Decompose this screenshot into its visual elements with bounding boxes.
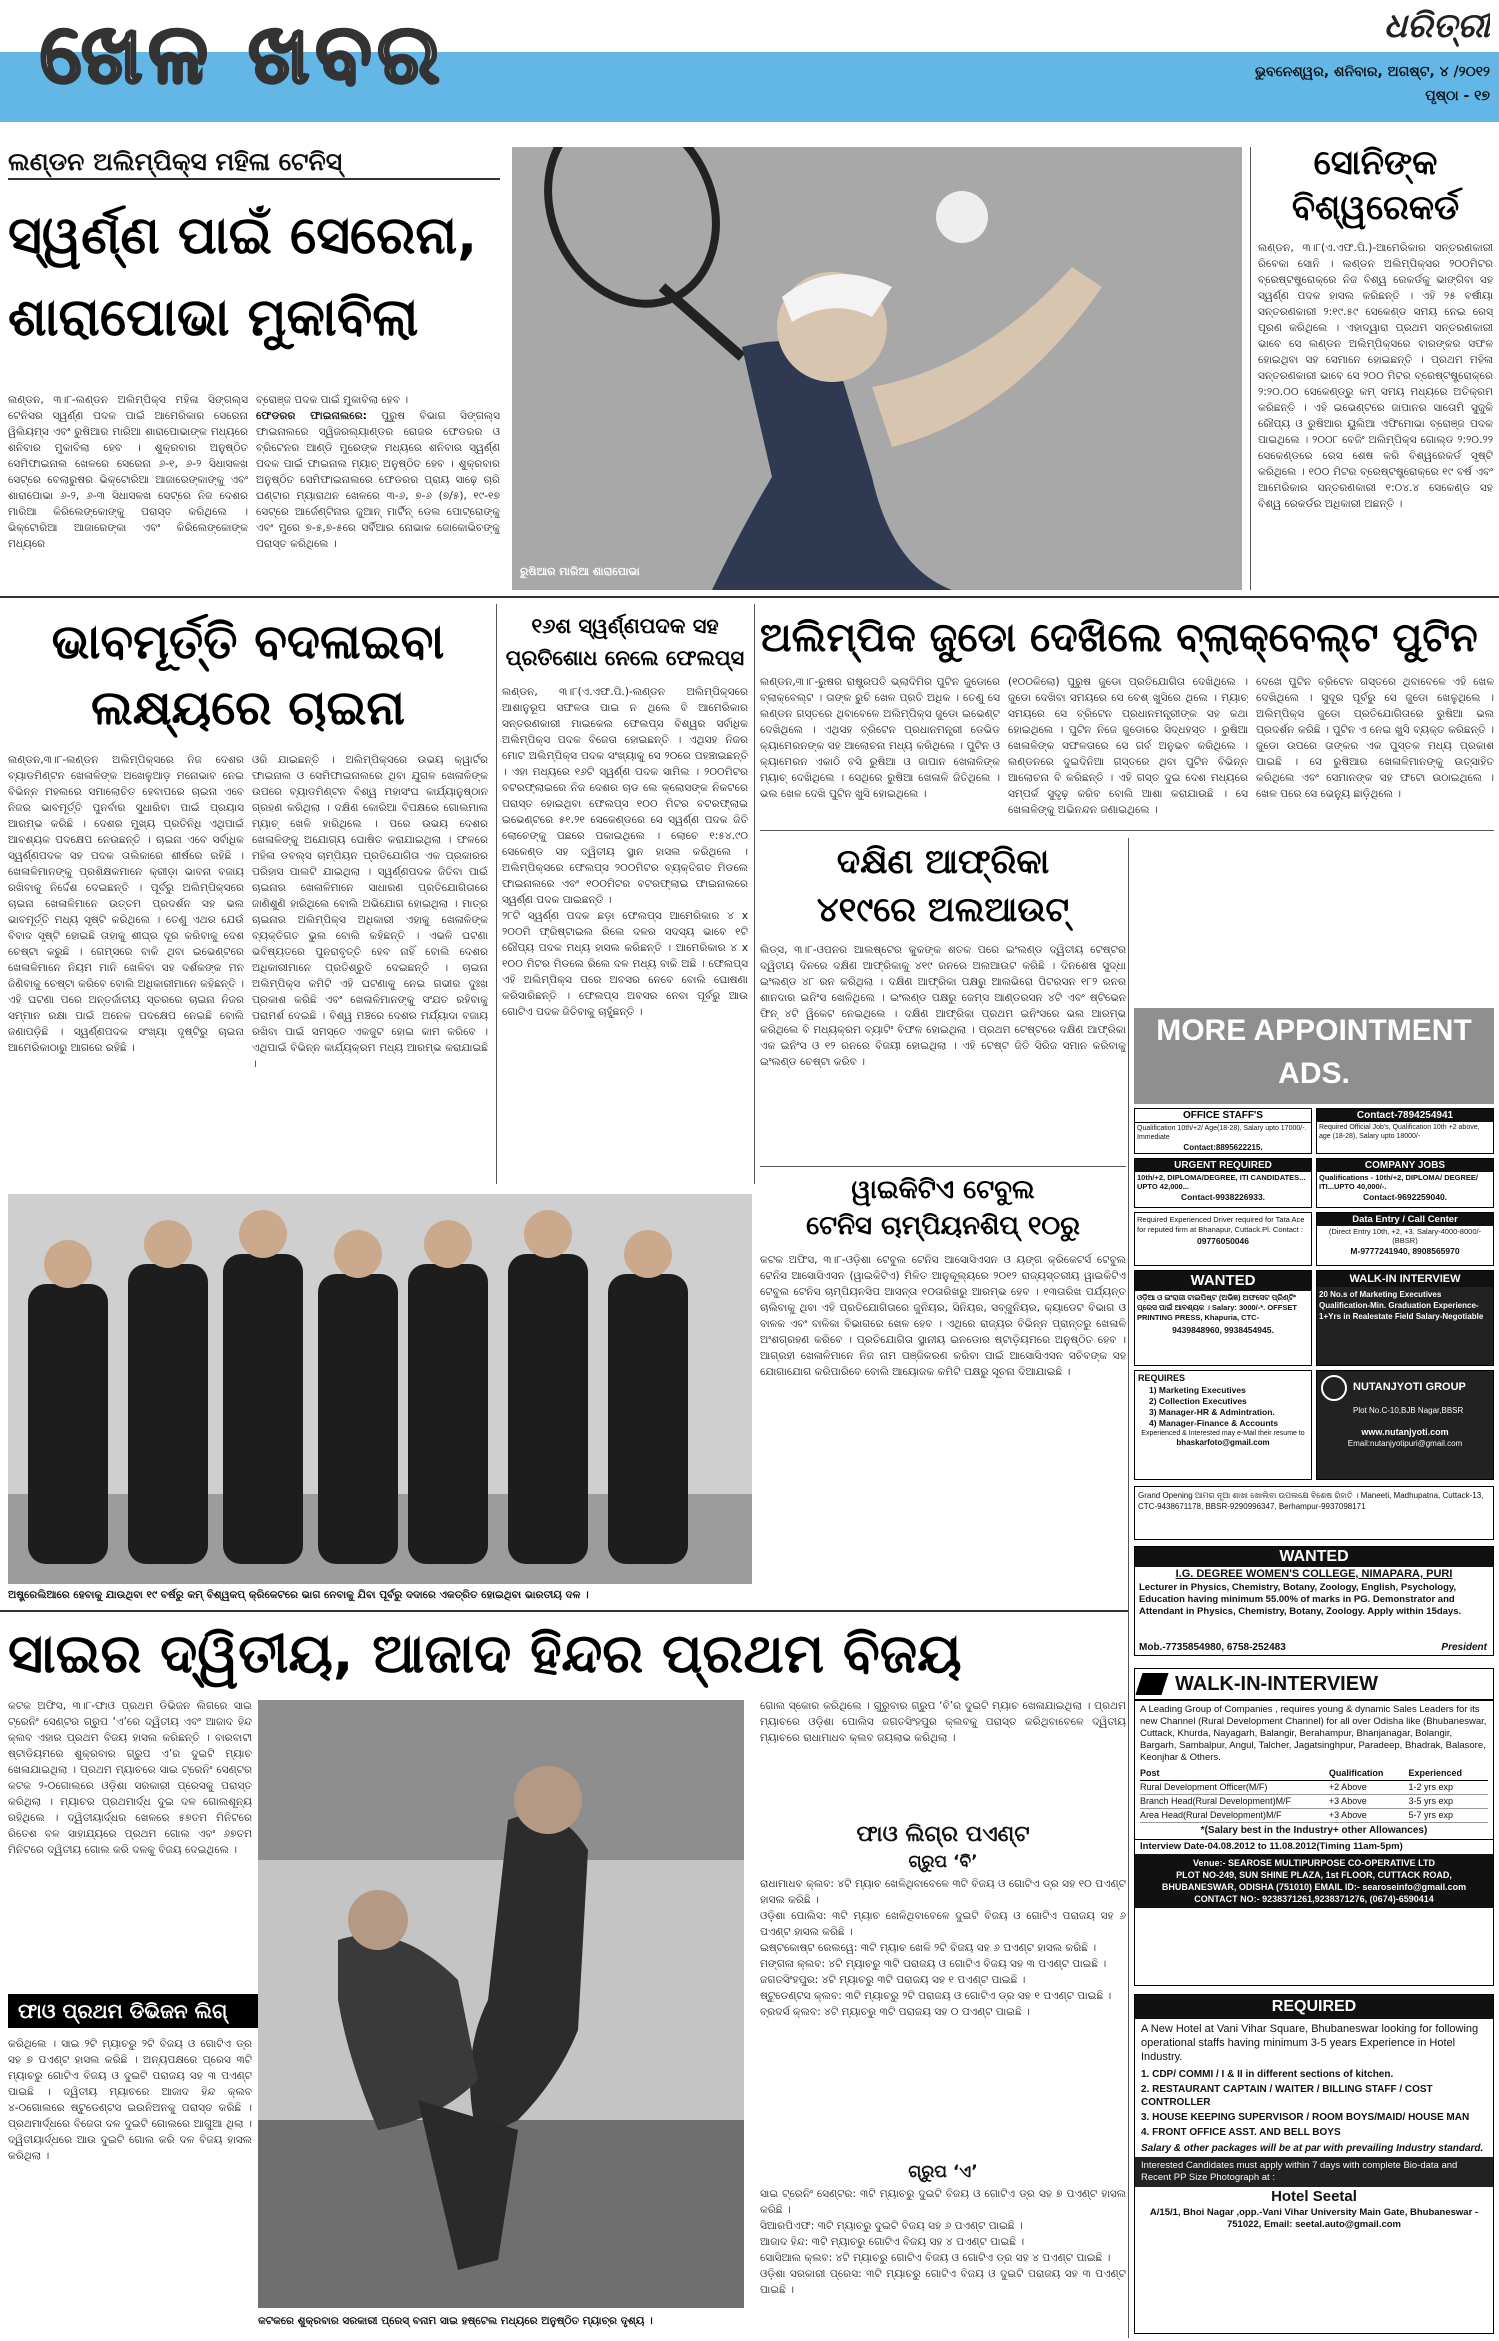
ad-urgent-title: URGENT REQUIRED bbox=[1135, 1159, 1311, 1172]
sa-body: ଲିଡ୍ସ, ୩।୮-ଓପନର ଆଲଷ୍ଟେର କୁକଙ୍କ ଶତକ ପରେ ଇଂଲଣ୍ଡ ଦ୍ୱିତୀୟ ଟେଷ୍ଟର ଦ୍ୱିତୀୟ ଦିନରେ ଦକ୍ଷିଣ ଆଫ୍ରିକାକୁ ୪୧୯ ରନରେ ଅଲଆଉଟ କରିଛି । ଦିନଶେଷ ସୁଦ୍ଧା ଇଂଲଣ୍ଡ ୪୮ ରନ କରିଥିଲା । ଦକ୍ଷିଣ ଆଫ୍ରିକା ପକ୍ଷରୁ ଆଲଭିରୋ ପିଟରସନ ୧୮୨ ରନର ଶାନଦାର ଇନିଂସ ଖେଳିଥିଲେ । ଇଂଲଣ୍ଡ ପକ୍ଷରୁ ଜେମ୍ସ ଆଣ୍ଡରସନ ୪ଟି ଏବଂ ଷ୍ଟିଭେନ ଫିନ୍ ୪ଟି ୱିକେଟ ନେଇଥିଲେ । ଦକ୍ଷିଣ ଆଫ୍ରିକା ପ୍ରଥମ ଇନିଂସରେ ଭଲ ଆରମ୍ଭ କରିଥିଲେ ବି ମଧ୍ୟକ୍ରମ ବ୍ୟାଟିଂ ବିଫଳ ହୋଇଥିଲା । ପ୍ରଥମ ଟେଷ୍ଟରେ ଦକ୍ଷିଣ ଆଫ୍ରିକା ଏକ ଇନିଂସ ଓ ୧୨ ରନରେ ବିଜୟୀ ହୋଇଥିଲା । ଏହି ଟେଷ୍ଟ ଜିତି ସିରିଜ ସମାନ କରିବାକୁ ଇଂଲଣ୍ଡ ଚେଷ୍ଟା କରିବ । bbox=[760, 944, 1126, 1068]
table-header-qualification: Qualification bbox=[1328, 1768, 1384, 1778]
ad-walkin-big-title: WALK-IN-INTERVIEW bbox=[1135, 1669, 1493, 1701]
points-title: ଫାଓ ଲିଗ୍‌ର ପଏଣ୍ଟ bbox=[856, 1822, 1030, 1847]
ad-requires-item: 3) Manager-HR & Admintration. bbox=[1149, 1407, 1275, 1417]
group-b-line: ବ୍ରଦର୍ସ କ୍ଲବ: ୪ଟି ମ୍ୟାଚରୁ ୩ଟି ପରାଜୟ ସହ ୦ ପଏଣ୍ଟ ପାଇଛି । bbox=[760, 2006, 1030, 2018]
ad-wanted-college-body: Lecturer in Physics, Chemistry, Botany, Zoology, English, Psychology, Education having minimum 55.00% of marks in PG. Demonstrator and Attendant in Physics, Chemistry, Botany, Zoology. Apply within 15days. bbox=[1139, 1582, 1462, 1617]
ad-wanted-college-sign: President bbox=[1441, 1642, 1487, 1653]
ad-nutanjyoti-web: www.nutanjyoti.com bbox=[1361, 1427, 1449, 1437]
cricket-team-photo bbox=[8, 1194, 752, 1584]
putin-body-col3: ଦେଖେ ପୁଟିନ ବ୍ରିଟେନ ଗସ୍ତରେ ଥିବାବେଳେ ଏହି ଖେଳ ଦେଖିଥିଲେ । ସୁଦୂର ପୂର୍ବରୁ ସେ ଜୁଡୋ ଖେଳୁଥିଲେ । ଅଲିମ୍ପିକ୍ସ ଜୁଡୋ ପ୍ରତିଯୋଗିତାରେ ରୁଷିଆ ଭଲ ପ୍ରଦର୍ଶନ କରିଛି । ପୁଟିନ ଏ ନେଇ ଖୁସି ବ୍ୟକ୍ତ କରିଛନ୍ତି । ଜୁଡୋ ଉପରେ ତାଙ୍କର ଏକ ପୁସ୍ତକ ମଧ୍ୟ ପ୍ରକାଶ ପାଇଛି । ସେ ରୁଷିଆର ଖେଳାଳିମାନଙ୍କୁ ଉତ୍ସାହିତ କରିଥିଲେ ଏବଂ ସେମାନଙ୍କ ସହ ଫଟୋ ଉଠାଇଥିଲେ । ଖେଳ ପରେ ସେ ଭେନ୍ୟୁ ଛାଡ଼ିଥିଲେ । bbox=[1256, 676, 1494, 800]
page-number: ପୃଷ୍ଠା - ୧୭ bbox=[1425, 88, 1490, 104]
table-cell: Branch Head(Rural Development)M/F bbox=[1140, 1796, 1292, 1806]
tennis-headline-1: ସ୍ୱର୍ଣ୍ଣ ପାଇଁ ସେରେନା, bbox=[8, 206, 477, 266]
ad-walkin-big bbox=[1134, 1668, 1494, 1986]
ad-walkin-table-header bbox=[1140, 1767, 1488, 1781]
ad-wanted-typist bbox=[1134, 1270, 1312, 1366]
ads-banner-line2: ADS. bbox=[1278, 1057, 1350, 1090]
ad-nutanjyoti-title: NUTANJYOTI GROUP bbox=[1353, 1381, 1466, 1393]
group-b-line: ଷ୍ଟୁଡେଣ୍ଟସ କ୍ଲବ: ୩ଟି ମ୍ୟାଚରୁ ୨ଟି ପରାଜୟ ଓ ଗୋଟିଏ ଡ୍ର ସହ ୧ ପଏଣ୍ଟ ପାଇଛି । bbox=[760, 1990, 1112, 2002]
sony-headline-2: ବିଶ୍ୱରେକର୍ଡ bbox=[1291, 188, 1460, 228]
ad-hotel-title: REQUIRED bbox=[1135, 1995, 1493, 2019]
cricket-photo-caption: ଅଷ୍ଟ୍ରେଲିଆରେ ହେବାକୁ ଯାଉଥିବା ୧୯ ବର୍ଷରୁ କମ୍ ବିଶ୍ୱକପ୍ କ୍ରିକେଟରେ ଭାଗ ନେବାକୁ ଯିବା ପୂର୍ବରୁ ଦଦାରେ ଏକତ୍ରିତ ହୋଇଥିବା ଭାରତୀୟ ଦଳ । bbox=[8, 1589, 589, 1601]
sharapova-photo-caption: ରୁଷିଆର ମାରିଆ ଶାରାପୋଭା bbox=[520, 565, 640, 578]
group-b-line: ଓଡ଼ିଶା ପୋଲିସ: ୩ଟି ମ୍ୟାଚ ଖେଳିଥିବାବେଳେ ଦୁଇଟି ବିଜୟ ଓ ଗୋଟିଏ ପରାଜୟ ସହ ୬ ପଏଣ୍ଟ ହାସଲ କରିଛି । bbox=[760, 1910, 1126, 1938]
ad-driver-contact: 09776050046 bbox=[1196, 1236, 1249, 1246]
ad-walkin-small bbox=[1316, 1270, 1494, 1366]
ad-walkin-big-date: Interview Date-04.08.2012 to 11.08.2012(Timing 11am-5pm) bbox=[1135, 1839, 1493, 1854]
tennis-col2-b: ପୁରୁଷ ବିଭାଗ ସିଙ୍ଗଲ୍ସ ଫାଇନାଲରେ ସ୍ୱିଜରଲ୍ୟାଣ୍ଡର ରୋଜର ଫେଡରର ଓ ବ୍ରିଟେନର ଆଣ୍ଡି ମୁରେଙ୍କ ମଧ୍ୟରେ ଶନିବାର ସ୍ୱର୍ଣ୍ଣ ପଦକ ପାଇଁ ଫାଇନାଲ ମ୍ୟାଚ୍ ଅନୁଷ୍ଠିତ ହେବ । ଶୁକ୍ରବାର ଅନୁଷ୍ଠିତ ସେମିଫାଇନାଲରେ ଫେଡରର ପ୍ରାୟ ସାଢ଼େ ଚାରି ଘଣ୍ଟାର ମ୍ୟାରାଥନ ଖେଳରେ ୩-୬, ୭-୬ (୭/୫), ୧୯-୧୭ ସେଟ୍‌ରେ ଆର୍ଜେଣ୍ଟିନାର ଜୁଆନ୍ ମାର୍ଟିନ୍ ଡେଲ ପୋଟ୍ରୋଙ୍କୁ ଏବଂ ମୁରେ ୭-୫,୭-୫ରେ ସର୍ବିଆର ନୋଭାକ ଜୋକୋଭିଚଙ୍କୁ ପରାସ୍ତ କରିଥିଲେ । bbox=[256, 410, 500, 550]
ad-hotel-item: 4. FRONT OFFICE ASST. AND BELL BOYS bbox=[1141, 2127, 1341, 2138]
china-headline-2: ଲକ୍ଷ୍ୟରେ ଚାଇନା bbox=[90, 680, 406, 736]
ad-wanted-typist-title: WANTED bbox=[1135, 1271, 1311, 1291]
table-cell: +3 Above bbox=[1328, 1796, 1367, 1806]
ad-hotel-intro: A New Hotel at Vani Vihar Square, Bhubaneswar looking for following operational staffs having minimum 3-5 years Experience in Hotel Industry. bbox=[1141, 2023, 1479, 2063]
ad-hotel-item: 2. RESTAURANT CAPTAIN / WAITER / BILLING STAFF / COST CONTROLLER bbox=[1141, 2084, 1433, 2108]
group-a-list bbox=[760, 2186, 1126, 2336]
table-row bbox=[1140, 1781, 1488, 1795]
divider-sa-tt bbox=[760, 1166, 1126, 1167]
ad-data-entry-title: Data Entry / Call Center bbox=[1317, 1213, 1493, 1226]
ad-hotel-salary: Salary & other packages will be at par with prevailing Industry standard. bbox=[1141, 2143, 1484, 2154]
football-body-col1: କଟକ ଅଫିସ, ୩।୮-ଫାଓ ପ୍ରଥମ ଡିଭିଜନ ଲିଗରେ ସାଇ ଟ୍ରେନିଂ ସେଣ୍ଟର ଗ୍ରୁପ ‘ଏ’ରେ ଦ୍ୱିତୀୟ ଏବଂ ଆଜାଦ ହିନ୍ଦ କ୍ଲବ ଏହାର ପ୍ରଥମ ବିଜୟ ହାସଲ କରିଛନ୍ତି । ବାରବାଟୀ ଷ୍ଟାଡିୟମରେ ଶୁକ୍ରବାର ଗ୍ରୁପ ଏ’ର ଦୁଇଟି ମ୍ୟାଚ ଖେଳାଯାଇଥିଲା । ପ୍ରଥମ ମ୍ୟାଚରେ ସାଇ ଟ୍ରେନିଂ ସେଣ୍ଟର କଟକ ୨-୦ଗୋଲରେ ଓଡ଼ିଶା ସରକାରୀ ପ୍ରେସକୁ ପରାସ୍ତ କରିଥିଲା । ମ୍ୟାଚର ପ୍ରଥମାର୍ଦ୍ଧ ଦୁଇ ଦଳ ଗୋଲଶୂନ୍ୟ ରହିଥିଲେ । ଦ୍ୱିତୀୟାର୍ଦ୍ଧର ଖେଳରେ ୫୭ତମ ମିନିଟରେ ରିତେଶ ବଳ ସାହାଯ୍ୟରେ ପ୍ରଥମ ଗୋଲ ଏବଂ ୬୭ତମ ମିନିଟରେ ଦ୍ୱିତୀୟ ଗୋଲ କରି ଦଳକୁ ବିଜୟ ଦେଇଥିଲେ । bbox=[8, 1700, 252, 1856]
federer-subhead: ଫେଡରର ଫାଇନାଲରେ: bbox=[256, 410, 367, 422]
tt-body: କଟକ ଅଫିସ, ୩।୮-ଓଡ଼ିଶା ଟେବୁଲ ଟେନିସ ଆସୋସିଏସନ ଓ ୟଙ୍ଗ କ୍ରିକେଟର୍ସ ଟେବୁଲ ଟେନିସ ଆସୋସିଏସନ (ୱାଇକିଟିଏ) ମିଳିତ ଆନୁକୂଲ୍ୟରେ ୨୦୧୨ ରାଜ୍ୟସ୍ତରୀୟ ୱାଇକିଟିଏ ଟେବୁଲ ଟେନିସ ଚାମ୍ପିୟନସିପ ଆସନ୍ତା ୧୦ତାରିଖରୁ ଆରମ୍ଭ ହେବ । ୧୩ତାରିଖ ପର୍ଯ୍ୟନ୍ତ ଚାଲିବାକୁ ଥିବା ଏହି ପ୍ରତିଯୋଗିତାରେ ଜୁନିୟର, ସିନିୟର, ସବ୍‌ଜୁନିୟର, କ୍ୟାଡେଟ ବିଭାଗ ଓ ବାଳକ ଏବଂ ବାଳିକା ବିଭାଗରେ ଖେଳ ହେବ । ଏଥିରେ ରାଜ୍ୟର ବିଭିନ୍ନ ପ୍ରାନ୍ତରୁ ଖେଳାଳି ଅଂଶଗ୍ରହଣ କରିବେ । ପ୍ରତିଯୋଗିତା ସ୍ଥାନୀୟ ଇନଡୋର ଷ୍ଟାଡ଼ିୟମରେ ଅନୁଷ୍ଠିତ ହେବ । ଆଗ୍ରହୀ ଖେଳାଳିମାନେ ନିଜ ନାମ ପଞ୍ଜିକରଣ କରିବା ପାଇଁ ଆସୋସିଏସନ ସଚିବଙ୍କ ସହ ଯୋଗାଯୋଗ କରିପାରିବେ ବୋଲି ଆୟୋଜକ କମିଟି ପକ୍ଷରୁ ସୂଚନା ଦିଆଯାଇଛି । bbox=[760, 1254, 1126, 1378]
group-a-title: ଗ୍ରୁପ ‘ଏ’ bbox=[908, 2162, 978, 2182]
ad-requires-email: bhaskarfoto@gmail.com bbox=[1176, 1438, 1270, 1447]
ad-walkin-big-contact: CONTACT NO:- 9238371261,9238371276, (0674)-6590414 bbox=[1194, 1894, 1434, 1904]
ad-urgent-contact: Contact-9938226933. bbox=[1180, 1192, 1266, 1202]
cricket-team-illustration bbox=[8, 1194, 752, 1584]
sharapova-photo bbox=[512, 147, 1242, 590]
ad-data-entry bbox=[1316, 1212, 1494, 1266]
ad-walkin-small-body: 20 No.s of Marketing Executives Qualification-Min. Graduation Experience-1+Yrs in Realestate Field Salary-Negotiable bbox=[1317, 1287, 1493, 1365]
tennis-body-col1: ଲଣ୍ଡନ, ୩।୮-ଲଣ୍ଡନ ଅଲିମ୍ପିକ୍ସ ମହିଳା ସିଙ୍ଗଲ୍ସ ଟେନିସର ସ୍ୱର୍ଣ୍ଣ ପଦକ ପାଇଁ ଆମେରିକାର ସେରେନା ୱିଲିୟମ୍ସ ଏବଂ ରୁଷିଆର ମାରିଆ ଶାରାପୋଭାଙ୍କ ମଧ୍ୟରେ ଶନିବାର ମୁକାବିଲା ହେବ । ଶୁକ୍ରବାର ଅନୁଷ୍ଠିତ ସେମିଫାଇନାଲ ଖେଳରେ ସେରେନା ୬-୧, ୬-୨ ସିଧାସଳଖ ସେଟ୍‌ରେ ବେଲାରୁଷର ଭିକ୍ଟୋରିଆ ଆଜାରେଙ୍କାଙ୍କୁ ଏବଂ ଶାରାପୋଭା ୬-୨, ୬-୩ ସିଧାସଳଖ ସେଟ୍‌ରେ ନିଜ ଦେଶର ମାରିଆ କିରିଲେଙ୍କୋଙ୍କୁ ପରାସ୍ତ କରିଥିଲେ । ଭିକ୍ଟୋରିଆ ଆଜାରେଙ୍କା ଏବଂ କିରିଲେଙ୍କୋଙ୍କ ମଧ୍ୟରେ bbox=[8, 394, 248, 550]
tennis-col2-a: ବ୍ରୋଞ୍ଜ ପଦକ ପାଇଁ ମୁକାବିଲା ହେବ । bbox=[256, 394, 409, 406]
ad-hotel-item: 1. CDP/ COMMI / I & II in different sections of kitchen. bbox=[1141, 2069, 1394, 2080]
group-a-line: ସିଆରପିଏଫ: ୩ଟି ମ୍ୟାଚରୁ ଦୁଇଟି ବିଜୟ ସହ ୬ ପଏଣ୍ଟ ପାଇଛି । bbox=[760, 2220, 1023, 2232]
football-body-col2: ଗୋଲ ସ୍କୋର କରିଥିଲେ । ଗୁରୁବାର ଗ୍ରୁପ ‘ବି’ର ଦୁଇଟି ମ୍ୟାଚ ଖେଳାଯାଇଥିଲା । ପ୍ରଥମ ମ୍ୟାଚରେ ଓଡ଼ିଶା ପୋଲିସ ଜଗତସିଂହପୁର କ୍ଲବକୁ ପରାସ୍ତ କରିଥିବାବେଳେ ଦ୍ୱିତୀୟ ମ୍ୟାଚରେ ରାଧାମାଧବ କ୍ଲବ ଜୟଲାଭ କରିଥିଲା । bbox=[760, 1700, 1126, 1744]
ad-data-entry-body: (Direct Entry 10th, +2, +3. Salary-4000-8000/- (BBSR) bbox=[1328, 1227, 1482, 1245]
sharapova-illustration bbox=[512, 147, 1242, 590]
group-a-line: ଓଡ଼ିଶା ସରକାରୀ ପ୍ରେସ: ୩ଟି ମ୍ୟାଚରୁ ଗୋଟିଏ ବିଜୟ ଓ ଦୁଇଟି ପରାଜୟ ସହ ୩ ପଏଣ୍ଟ ପାଇଛି । bbox=[760, 2268, 1126, 2296]
ad-company-jobs-contact: Contact-9692259040. bbox=[1362, 1192, 1448, 1202]
football-photo-caption: କଟକରେ ଶୁକ୍ରବାର ସରକାରୀ ପ୍ରେସ୍ ବନାମ ସାଇ ହଷ୍ଟେଲ ମଧ୍ୟରେ ଅନୁଷ୍ଠିତ ମ୍ୟାଚ୍‌ର ଦୃଶ୍ୟ । bbox=[258, 2315, 653, 2327]
league-box: ଫାଓ ପ୍ରଥମ ଡିଭିଜନ ଲିଗ୍ bbox=[8, 1994, 328, 2028]
ads-banner-line1: MORE APPOINTMENT bbox=[1156, 1014, 1472, 1047]
ad-wanted-college bbox=[1134, 1546, 1494, 1656]
dateline: ଭୁବନେଶ୍ୱର, ଶନିବାର, ଅଗଷ୍ଟ, ୪ /୨୦୧୨ bbox=[1255, 64, 1490, 80]
masthead bbox=[0, 0, 1499, 122]
table-cell: 1-2 yrs exp bbox=[1408, 1782, 1453, 1792]
ad-wanted-typist-contact: 9439848960, 9938454945. bbox=[1172, 1325, 1274, 1335]
table-row bbox=[1140, 1809, 1488, 1823]
sa-headline-1: ଦକ୍ଷିଣ ଆଫ୍ରିକା bbox=[836, 842, 1050, 882]
ad-office-staff bbox=[1134, 1108, 1312, 1154]
ad-walkin-big-venue-block bbox=[1135, 1854, 1493, 1908]
ad-office-staff-contact: Contact:8895622215. bbox=[1183, 1143, 1263, 1152]
divider-phelps-putin bbox=[754, 604, 755, 1184]
group-a-line: ସୋସିଆଲ କ୍ଲବ: ୪ଟି ମ୍ୟାଚରୁ ଗୋଟିଏ ବିଜୟ ଓ ଗୋଟିଏ ଡ୍ର ସହ ୪ ପଏଣ୍ଟ ପାଇଛି । bbox=[760, 2252, 1111, 2264]
sony-headline-1: ସୋନିଙ୍କ bbox=[1313, 143, 1438, 183]
divider-row1 bbox=[0, 596, 1499, 598]
putin-body-col2: (୧୦୦କିଲୋ) ପୁରୁଷ ଜୁଡୋ ପ୍ରତିଯୋଗିତା ଦେଖିଥିଲେ । ଜୁଡୋ ଦେଖିବା ସମୟରେ ସେ ବେଶ୍ ଖୁସିରେ ଥିଲେ । ମ୍ୟାଚ୍ ସମୟରେ ସେ ବ୍ରିଟେନ ପ୍ରଧାନମନ୍ତ୍ରୀଙ୍କ ସହ କଥା ହୋଇଥିଲେ । ପୁଟିନ ନିଜେ ଜୁଡୋରେ ସିଦ୍ଧହସ୍ତ । ରୁଷିଆ ଖେଳାଳିଙ୍କ ସଫଳତାରେ ସେ ଗର୍ବ ଅନୁଭବ କରିଥିଲେ । ଲଣ୍ଡନରେ ଦୁଇଦିନିଆ ଗସ୍ତରେ ଥିବା ପୁଟିନ ବିଭିନ୍ନ ଆଲୋଚନା ବି କରିଛନ୍ତି । ଏହି ଗସ୍ତ ଦୁଇ ଦେଶ ମଧ୍ୟରେ ସମ୍ପର୍କ ସୁଦୃଢ଼ କରିବ ବୋଲି ଆଶା କରାଯାଉଛି । ସେ ଖେଳାଳିଙ୍କୁ ଅଭିନନ୍ଦନ ଜଣାଇଥିଲେ । bbox=[1008, 676, 1248, 816]
ad-walkin-big-intro: A Leading Group of Companies , requires young & dynamic Sales Leaders for its new Channel (Rural Development Channel) for all over Odisha like (Bhubaneswar, Cuttack, Khurda, Nayagarh, Balangir, Berahampur, Bhanjanagar, Bolangir, Bargarh, Sambalpur, Angul, Talcher, Jagatsinghpur, Paradeep, Bhadrak, Balasore, Keonjhar & Others. bbox=[1140, 1704, 1487, 1763]
table-cell: 5-7 yrs exp bbox=[1408, 1810, 1453, 1820]
tt-headline-2: ଟେନିସ ଚାମ୍ପିୟନଶିପ୍ ୧୦ରୁ bbox=[806, 1211, 1080, 1241]
phelps-body: ଲଣ୍ଡନ, ୩।୮(ଏ.ଏଫ.ପି.)-ଲଣ୍ଡନ ଅଲିମ୍ପିକ୍ସରେ ଆଶାନୁରୂପ ସଫଳତା ପାଇ ନ ଥିଲେ ବି ଆମେରିକାର ସନ୍ତରଣକାରୀ ମାଇକେଲ ଫେଲପ୍ସ ବିଶ୍ୱର ସର୍ବାଧିକ ଅଲିମ୍ପିକ୍ସ ପଦକ ବିଜେତା ହୋଇଛନ୍ତି । ଏଥିସହ ନିଜର ମୋଟ ଅଲିମ୍ପିକ୍ସ ପଦକ ସଂଖ୍ୟାକୁ ସେ ୨୦ରେ ପହଞ୍ଚାଇଛନ୍ତି । ଏହା ମଧ୍ୟରେ ୧୬ଟି ସ୍ୱର୍ଣ୍ଣ ପଦକ ସାମିଲ । ୨୦୦ମିଟର ବଟରଫ୍ଲାଇରେ ନିଜ ଦେଶର ଚାଡ ଲେ କ୍ଲୋସଙ୍କ ନିକଟରେ ପରାସ୍ତ ହୋଇଥିବା ଫେଲପ୍ସ ୧୦୦ ମିଟର ବଟରଫ୍ଲାଇ ଇଭେଣ୍ଟରେ ୫୧.୨୧ ସେକେଣ୍ଡରେ ସେ ସ୍ୱର୍ଣ୍ଣ ପଦକ ଜିତି ଲୋଚେଙ୍କୁ ପଛରେ ପକାଇଥିଲେ । ଲୋଚେ ୧:୫୪.୯୦ ସେକେଣ୍ଡ ସହ ଦ୍ୱିତୀୟ ସ୍ଥାନ ହାସଲ କରିଥିଲେ । ଅଲିମ୍ପିକ୍ସରେ ଫେଲପ୍ସ ୨୦୦ମିଟର ବ୍ୟକ୍ତିଗତ ମିଡଲେ ଫାଇନାଲରେ ଏବଂ ୧୦୦ମିଟର ବଟରଫ୍ଲାଇ ଫାଇନାଲରେ ସ୍ୱର୍ଣ୍ଣ ପଦକ ପାଇଛନ୍ତି । ୨୮ଟି ସ୍ୱର୍ଣ୍ଣ ପଦକ ଛଡ଼ା ଫେଲପ୍ସ ଆମେରିକାର ୪ x ୨୦୦ମି ଫ୍ରିଷ୍ଟାଇଲ ରିଲେ ଦଳର ସଦସ୍ୟ ଭାବେ ୧ଟି ରୌପ୍ୟ ପଦକ ମଧ୍ୟ ହାସଲ କରିଛନ୍ତି । ଆମେରିକାର ୪ x ୧୦୦ ମିଟର ମିଡଲେ ରିଲେ ଦଳ ମଧ୍ୟ ବାକି ଅଛି । ଫେଲପ୍ସ ଏହି ଅଲିମ୍ପିକ୍ସ ପରେ ଅବସର ନେବେ ବୋଲି ଘୋଷଣା କରିସାରିଛନ୍ତି । ଫେଲପ୍ସ ଅବସର ନେବା ପୂର୍ବରୁ ଆଉ ଗୋଟିଏ ପଦକ ଜିତିବାକୁ ଚାହୁଁଛନ୍ତି । bbox=[502, 686, 748, 1018]
putin-headline: ଅଲିମ୍ପିକ ଜୁଡୋ ଦେଖିଲେ ବ୍ଲାକ୍‌ବେଲ୍ଟ ପୁଟିନ bbox=[760, 615, 1478, 661]
ad-company-jobs-title: COMPANY JOBS bbox=[1317, 1159, 1493, 1172]
ad-urgent bbox=[1134, 1158, 1312, 1208]
ad-requires-item: 2) Collection Executives bbox=[1149, 1396, 1247, 1406]
football-headline: ସାଇର ଦ୍ୱିତୀୟ, ଆଜାଦ ହିନ୍ଦର ପ୍ରଥମ ବିଜୟ bbox=[8, 1622, 962, 1685]
ad-requires-title: REQUIRES bbox=[1138, 1373, 1186, 1383]
nutanjyoti-logo-icon bbox=[1321, 1375, 1347, 1401]
group-b-line: ମଙ୍ଗଳା କ୍ଲବ: ୪ଟି ମ୍ୟାଚରୁ ୩ଟି ପରାଜୟ ଓ ଗୋଟିଏ ବିଜୟ ସହ ୩ ପଏଣ୍ଟ ପାଇଛି । bbox=[760, 1958, 1107, 1970]
paper-name-logo: ଧରିତ୍ରୀ bbox=[1383, 6, 1490, 46]
group-b-list bbox=[760, 1876, 1126, 2156]
ad-nutanjyoti-body: Plot No.C-10,BJB Nagar,BBSR bbox=[1353, 1406, 1464, 1415]
ad-nutanjyoti-contact: Email:nutanjyotipuri@gmail.com bbox=[1347, 1439, 1463, 1448]
group-a-line: ଆଜାଦ ହିନ୍ଦ: ୩ଟି ମ୍ୟାଚରୁ ଗୋଟିଏ ବିଜୟ ସହ ୪ ପଏଣ୍ଟ ପାଇଛି । bbox=[760, 2236, 1025, 2248]
divider-sony bbox=[1250, 147, 1251, 590]
section-title: ଖେଳ ଖବର bbox=[40, 7, 446, 102]
china-body-col1: ଲଣ୍ଡନ,୩।୮-ଲଣ୍ଡନ ଅଲିମ୍ପିକ୍ସରେ ନିଜ ଦେଶର ବ୍ୟାଡମିଣ୍ଟନ ଖେଳାଳିଙ୍କ ଅଖେଳୁଆଡ଼ ମନୋଭାବ ନେଇ ବିଭିନ୍ନ ମହଲରେ ସମାଲୋଚିତ ହେବାପରେ ଚାଇନା ଏବେ ନିଜର ଭାବମୂର୍ତ୍ତି ପୁନର୍ବାର ସୁଧାରିବା ପାଇଁ ପ୍ରୟାସ ଆରମ୍ଭ କରିଛି । ଦେଶର ମୁଖ୍ୟ ପ୍ରତିନିଧି ଏଥିପାଇଁ ଆବଶ୍ୟକ ପଦକ୍ଷେପ ନେଉଛନ୍ତି । ଚାଇନା ଏବେ ସର୍ବାଧିକ ସ୍ୱର୍ଣ୍ଣପଦକ ସହ ପଦକ ତାଲିକାରେ ଶୀର୍ଷରେ ରହିଛି । ଖେଳାଳିମାନଙ୍କୁ ପ୍ରଶିକ୍ଷକମାନେ କ୍ରୀଡ଼ା ଭାବନା ବଜାୟ ରଖିବାକୁ ନିର୍ଦ୍ଦେଶ ଦେଇଛନ୍ତି । ପୂର୍ବରୁ ଅଲିମ୍ପିକ୍ସରେ ଚାଇନା ଖେଳାଳିମାନେ ଉତ୍ତମ ପ୍ରଦର୍ଶନ ସହ ଭଲ ଭାବମୂର୍ତ୍ତି ମଧ୍ୟ ସୃଷ୍ଟି କରିଥିଲେ । ତେଣୁ ଏଥର ଯେଉଁ ବିବାଦ ସୃଷ୍ଟି ହୋଇଛି ତାହାକୁ ଶୀଘ୍ର ଦୂର କରିବାକୁ ଦେଶ ଚେଷ୍ଟା କରୁଛି । ଗେମ୍ସରେ ବାକି ଥିବା ଇଭେଣ୍ଟରେ ଖେଳାଳିମାନେ ନିୟମ ମାନି ଖେଳିବା ସହ ଦର୍ଶକଙ୍କ ମନ ଜିଣିବାକୁ ଚେଷ୍ଟା କରିବେ ବୋଲି ଅଧିକାରୀମାନେ କହିଛନ୍ତି । ଏହି ଘଟଣା ପରେ ଅନ୍ତର୍ଜାତୀୟ ସ୍ତରରେ ଚାଇନା ନିଜର ସମ୍ମାନ ରକ୍ଷା ପାଇଁ ଅନେକ ପଦକ୍ଷେପ ନେଇଛି ବୋଲି ଜଣାପଡ଼ିଛି । ସ୍ୱର୍ଣ୍ଣପଦକ ସଂଖ୍ୟା ଦୃଷ୍ଟିରୁ ଚାଇନା ଆମେରିକାଠାରୁ ଆଗରେ ରହିଛି । bbox=[8, 754, 244, 1054]
table-cell: +2 Above bbox=[1328, 1782, 1367, 1792]
divider-row2 bbox=[0, 1610, 1128, 1612]
ad-company-jobs bbox=[1316, 1158, 1494, 1208]
phelps-headline-2: ପ୍ରତିଶୋଧ ନେଲେ ଫେଲପ୍ସ bbox=[505, 646, 745, 670]
ad-hotel-item: 3. HOUSE KEEPING SUPERVISOR / ROOM BOYS/MAID/ HOUSE MAN bbox=[1141, 2112, 1470, 2123]
table-cell: Rural Development Officer(M/F) bbox=[1140, 1782, 1268, 1792]
ad-driver-body: Required Experienced Driver required for Tata Ace for reputed firm at Bhanapur, Cuttack.Pl. Contact : bbox=[1137, 1215, 1305, 1234]
ad-wanted-typist-body: ଓଡ଼ିଆ ଓ ଇଂରାଜୀ ଟାଇପିଷ୍ଟ (ଅଭିଜ୍ଞ) ଅଫସେଟ ପ୍ରିଣ୍ଟିଂ ପ୍ରେସ ପାଇଁ ଆବଶ୍ୟକ । Salary: 3000/-*. OFFSET PRINTING PRESS, Khapuria, CTC- bbox=[1137, 1293, 1297, 1322]
ad-hotel-name: Hotel Seetal bbox=[1271, 2188, 1357, 2205]
ad-requires-foot: Experienced & Interested may e-Mail their resume to bbox=[1141, 1430, 1305, 1437]
ad-hotel-apply: Interested Candidates must apply within 7 days with complete Bio-data and Recent PP Size Photograph at : bbox=[1135, 2157, 1493, 2187]
football-illustration bbox=[258, 1700, 744, 2308]
ad-wanted-college-title: WANTED bbox=[1135, 1547, 1493, 1567]
tennis-kicker: ଲଣ୍ଡନ ଅଲିମ୍ପିକ୍ସ ମହିଳା ଟେନିସ୍ bbox=[8, 146, 500, 180]
divider-china-phelps bbox=[496, 604, 497, 1184]
ad-contact-right-body: Required Official Job's, Qualification 10th +2 above, age (18-28), Salary upto 18000/- bbox=[1319, 1124, 1480, 1140]
ad-driver bbox=[1134, 1212, 1312, 1266]
ad-company-jobs-body: Qualifications - 10th/+2, DIPLOMA/ DEGREE/ ITI...UPTO 40,000/-. bbox=[1319, 1173, 1478, 1191]
ad-walkin-big-venue: Venue:- SEAROSE MULTIPURPOSE CO-OPERATIVE LTD bbox=[1192, 1858, 1436, 1868]
china-headline-1: ଭାବମୂର୍ତ୍ତି ବଦଳାଇବା bbox=[51, 614, 445, 670]
ad-requires-item: 4) Manager-Finance & Accounts bbox=[1149, 1418, 1279, 1428]
tennis-body-col2 bbox=[256, 392, 500, 588]
ad-walkin-big-address: PLOT NO-249, SUN SHINE PLAZA, 1st FLOOR, CUTTACK ROAD, BHUBANESWAR, ODISHA (751010) EMAIL ID:- searoseinfo@gmail.com bbox=[1161, 1870, 1467, 1892]
putin-body-col1: ଲଣ୍ଡନ,୩।୮-ରୁଷର ରାଷ୍ଟ୍ରପତି ଭ୍ଲାଦିମିର ପୁଟିନ ଜୁଡୋରେ ବ୍ଲାକ୍‌ବେଲ୍ଟ । ତାଙ୍କ ରୁଚି ଖେଳ ପ୍ରତି ଅଧିକ । ତେଣୁ ସେ ଲଣ୍ଡନ ଗସ୍ତରେ ଥିବାବେଳେ ଅଲିମ୍ପିକ୍ସ ଜୁଡୋ ଇଭେଣ୍ଟ ଦେଖିଥିଲେ । ଏଥିସହ ବ୍ରିଟେନ ପ୍ରଧାନମନ୍ତ୍ରୀ ଡେଭିଡ କ୍ୟାମେରନଙ୍କ ସହ ଆଲୋଚନା ମଧ୍ୟ କରିଥିଲେ । ପୁଟିନ ଓ କ୍ୟାମେରନ ଏକାଠି ବସି ରୁଷିଆ ଓ ଜାପାନ ଖେଳାଳିଙ୍କ ମ୍ୟାଚ୍ ଦେଖିଥିଲେ । ସେଥିରେ ରୁଷିଆ ଖେଳାଳି ଜିତିଥିଲେ । ଭଲ ଖେଳ ଦେଖି ପୁଟିନ ଖୁସି ହୋଇଥିଲେ । bbox=[760, 676, 1000, 800]
divider-putin-sa bbox=[760, 830, 1494, 831]
sa-headline-2: ୪୧୯ରେ ଅଲଆଉଟ୍ bbox=[816, 890, 1070, 930]
football-body-col1b: କରିଥିଲେ । ସାଇ ୨ଟି ମ୍ୟାଚରୁ ୨ଟି ବିଜୟ ଓ ଗୋଟିଏ ଡ୍ର ସହ ୭ ପଏଣ୍ଟ ହାସଲ କରିଛି । ଅନ୍ୟପକ୍ଷରେ ପ୍ରେସ ୩ଟି ମ୍ୟାଚରୁ ଗୋଟିଏ ବିଜୟ ଓ ଦୁଇଟି ପରାଜୟ ସହ ୩ ପଏଣ୍ଟ ପାଇଛି । ଦ୍ୱିତୀୟ ମ୍ୟାଚରେ ଆଜାଦ ହିନ୍ଦ କ୍ଲବ ୪-୦ଗୋଲରେ ଷ୍ଟୁଡେଣ୍ଟସ ଇଉନିଅନକୁ ପରାସ୍ତ କରିଛି । ପ୍ରଥମାର୍ଦ୍ଧରେ ବିଜେତା ଦଳ ଦୁଇଟି ଗୋଲରେ ଆଗୁଆ ଥିଲା । ଦ୍ୱିତୀୟାର୍ଦ୍ଧରେ ଆଉ ଦୁଇଟି ଗୋଲ କରି ଦଳ ବିଜୟ ହାସଲ କରିଥିଲା । bbox=[8, 2038, 252, 2162]
football-photo bbox=[258, 1700, 744, 2308]
ad-urgent-body: 10th/+2, DIPLOMA/DEGREE, ITI CANDIDATES... UPTO 42,000... bbox=[1137, 1173, 1306, 1191]
ad-wanted-college-mob: Mob.-7735854980, 6758-252483 bbox=[1139, 1642, 1286, 1653]
group-b-title: ଗ୍ରୁପ ‘ବି’ bbox=[908, 1852, 978, 1872]
ads-banner bbox=[1134, 1008, 1494, 1104]
ad-wanted-college-name: I.G. DEGREE WOMEN'S COLLEGE, NIMAPARA, PURI bbox=[1175, 1568, 1453, 1580]
group-a-line: ସାଇ ଟ୍ରେନିଂ ସେଣ୍ଟର: ୩ଟି ମ୍ୟାଚରୁ ଦୁଇଟି ବିଜୟ ଓ ଗୋଟିଏ ଡ୍ର ସହ ୭ ପଏଣ୍ଟ ହାସଲ କରିଛି । bbox=[760, 2188, 1126, 2216]
table-header-post: Post bbox=[1140, 1768, 1160, 1778]
china-body-col2: ଓରି ଯାଇଛନ୍ତି । ଅଲିମ୍ପିକ୍ସରେ ଉଭୟ କ୍ୱାର୍ଟର ଫାଇନାଲ ଓ ସେମିଫାଇନାଲରେ ଥିବା ଯୁଗଳ ଖେଳାଳିଙ୍କ ଉପରେ ବ୍ୟାଡମିଣ୍ଟନ ବିଶ୍ୱ ମହାସଂଘ କାର୍ଯ୍ୟାନୁଷ୍ଠାନ ଗ୍ରହଣ କରିଥିଲା । ଦକ୍ଷିଣ କୋରିଆ ବିପକ୍ଷରେ ଗୋଲମାଲ ମ୍ୟାଚ୍ ଖେଳି ହାରିଥିଲେ । ପରେ ଉଭୟ ଦେଶର ଖେଳାଳିଙ୍କୁ ଅଯୋଗ୍ୟ ଘୋଷିତ କରାଯାଇଥିଲା । ଫଳରେ ମହିଳା ଡବଲ୍ସ ଚାମ୍ପିୟନ ପ୍ରତିଯୋଗିତା ଏକ ପ୍ରକାରର ପରିହାସ ପାଲଟି ଯାଇଥିଲା । ସ୍ୱର୍ଣ୍ଣପଦକ ଜିତିବା ପାଇଁ ଚାଇନାର ଖେଳାଳିମାନେ ସାଧାରଣ ପ୍ରତିଯୋଗିତାରେ ଜାଣିଶୁଣି ହାରିଥିଲେ ବୋଲି ଅଭିଯୋଗ ହୋଇଥିଲା । ମାତ୍ର ଚାଇନାର ଅଲିମ୍ପିକ୍ସ ଅଧିକାରୀ ଏହାକୁ ଖେଳାଳିଙ୍କ ବ୍ୟକ୍ତିଗତ ଭୁଲ ବୋଲି କହିଛନ୍ତି । ଏଭଳି ଘଟଣା ଭବିଷ୍ୟତରେ ପୁନରାବୃତ୍ତି ହେବ ନାହିଁ ବୋଲି ଦେଶର ଅଧିକାରୀମାନେ ପ୍ରତିଶ୍ରୁତି ଦେଇଛନ୍ତି । ଚାଇନା ଅଲିମ୍ପିକ୍ସ କମିଟି ଏହି ଘଟଣାକୁ ନେଇ ଗଭୀର ଦୁଃଖ ପ୍ରକାଶ କରିଛି ଏବଂ ଖେଳାଳିମାନଙ୍କୁ ସଂଯତ ରହିବାକୁ ପରାମର୍ଶ ଦେଇଛି । ବିଶ୍ୱ ମଞ୍ଚରେ ଦେଶର ମର୍ଯ୍ୟାଦା ବଜାୟ ରଖିବା ପାଇଁ ସମସ୍ତେ ଏକଜୁଟ ହୋଇ କାମ କରିବେ । ଏଥିପାଇଁ ବିଭିନ୍ନ କାର୍ଯ୍ୟକ୍ରମ ମଧ୍ୟ ଆରମ୍ଭ କରାଯାଇଛି । bbox=[252, 754, 488, 1070]
ad-walkin-small-title: WALK-IN INTERVIEW bbox=[1317, 1271, 1493, 1287]
tt-headline-1: ୱାଇକିଟିଏ ଟେବୁଲ bbox=[851, 1175, 1035, 1205]
table-cell: +3 Above bbox=[1328, 1810, 1367, 1820]
table-row bbox=[1140, 1795, 1488, 1809]
ad-nutanjyoti bbox=[1316, 1370, 1494, 1480]
table-header-experienced: Experienced bbox=[1408, 1768, 1462, 1778]
ad-contact-right bbox=[1316, 1108, 1494, 1154]
tennis-headline-2: ଶାରାପୋଭା ମୁକାବିଲା bbox=[8, 288, 419, 348]
ad-contact-right-title: Contact-7894254941 bbox=[1317, 1109, 1493, 1122]
group-b-line: ରାଧାମାଧବ କ୍ଲବ: ୪ଟି ମ୍ୟାଚ ଖେଳିଥିବାବେଳେ ୩ଟି ବିଜୟ ଓ ଗୋଟିଏ ଡ୍ର ସହ ୧୦ ପଏଣ୍ଟ ହାସଲ କରିଛି । bbox=[760, 1878, 1126, 1906]
ad-requires-item: 1) Marketing Executives bbox=[1149, 1385, 1246, 1395]
divider-ads bbox=[1128, 838, 1129, 2338]
sony-body: ଲଣ୍ଡନ, ୩।୮(ଏ.ଏଫ.ପି.)-ଆମେରିକାର ସନ୍ତରଣକାରୀ ରିବେକା ସୋନି । ଲଣ୍ଡନ ଅଲିମ୍ପିକ୍ସର ୨୦୦ମିଟର ବ୍ରେଷ୍ଟଷ୍ଟ୍ରୋକ୍‌ରେ ନିଜ ବିଶ୍ୱ ରେକର୍ଡକୁ ଭାଙ୍ଗିବା ସହ ସ୍ୱର୍ଣ୍ଣ ପଦକ ହାସଲ କରିଛନ୍ତି । ଏହି ୨୫ ବର୍ଷୀୟା ସନ୍ତରଣକାରୀ ୨:୧୯.୫୯ ସେକେଣ୍ଡ ସମୟ ନେଇ ରେସ୍ ପୂରଣ କରିଥିଲେ । ଏହାଦ୍ୱାରା ପ୍ରଥମ ସନ୍ତରଣକାରୀ ଭାବେ ସେ ଲଣ୍ଡନ ଅଲିମ୍ପିକ୍ସରେ ବାରଙ୍କର ସଫଳ ହୋଇଥିବା ସହ ସେମାନେ ହୋଇଛନ୍ତି । ପ୍ରଥମ ମହିଳା ସନ୍ତରଣକାରୀ ଭାବେ ସେ ୨୦୦ ମିଟର ବ୍ରେଷ୍ଟଷ୍ଟ୍ରୋକ୍‌ରେ ୨:୨୦.୦୦ ସେକେଣ୍ଡ୍‌ରୁ କମ୍ ସମୟ ମଧ୍ୟରେ ଅତିକ୍ରମ କରିଛନ୍ତି । ଏହି ଇଭେଣ୍ଟରେ ଜାପାନର ସାତୋମି ସୁଜୁକି ରୌପ୍ୟ ଓ ରୁଷିଆର ୟୁଲିଆ ଏଫିମୋଭା ବ୍ରୋଞ୍ଜ ପଦକ ପାଇଥିଲେ । ୨୦୦୮ ବେଜିଂ ଅଲିମ୍ପିକ୍ସ ଗୋଲ୍ଡ ୨:୨୦.୨୨ ସେକେଣ୍ଡରେ ରେସ ଶେଷ କରି ବିଶ୍ୱରେକର୍ଡ ସୃଷ୍ଟି କରିଥିଲେ । ୧୦୦ ମିଟର ବ୍ରେଷ୍ଟଷ୍ଟ୍ରୋକ୍‌ରେ ୧୯ ବର୍ଷ ଏବଂ ଆମେରିକାର ସନ୍ତରଣକାରୀ ୧:୦୪.୪ ସେକେଣ୍ଡ ସହ ବିଶ୍ୱ ରେକର୍ଡର ଅଧିକାରୀ ଅଛନ୍ତି । bbox=[1258, 242, 1493, 510]
group-b-line: ଇଷ୍ଟକୋଷ୍ଟ ରେଲୱେ: ୩ଟି ମ୍ୟାଚ ଖେଳି ୨ଟି ବିଜୟ ସହ ୬ ପଏଣ୍ଟ ହାସଲ କରିଛି । bbox=[760, 1942, 1097, 1954]
ad-hotel-address: A/15/1, Bhoi Nagar ,opp.-Vani Vihar University Main Gate, Bhubaneswar - 751022, Email: seetal.auto@gmail.com bbox=[1149, 2207, 1479, 2230]
table-cell: 3-5 yrs exp bbox=[1408, 1796, 1453, 1806]
ad-walkin-table bbox=[1135, 1767, 1493, 1823]
phelps-headline-1: ୧୬ଶ ସ୍ୱର୍ଣ୍ଣପଦକ ସହ bbox=[531, 614, 719, 638]
group-b-line: ଜଗତସିଂହପୁର: ୪ଟି ମ୍ୟାଚରୁ ୩ଟି ପରାଜୟ ସହ ୧ ପଏଣ୍ଟ ପାଇଛି । bbox=[760, 1974, 1026, 1986]
ad-data-entry-contact: M-9777241940, 8908565970 bbox=[1350, 1246, 1460, 1256]
ad-walkin-big-salary: *(Salary best in the Industry+ other Allowances) bbox=[1200, 1825, 1428, 1836]
table-cell: Area Head(Rural Development)M/F bbox=[1140, 1810, 1282, 1820]
ad-requires bbox=[1134, 1370, 1312, 1480]
ad-grand-opening: Grand Opening ଆମର ନୂଆ ଶାଖା ଖୋଲିବା ଉପଲକ୍ଷେ ବିଶେଷ ରିହାତି । Maneeti, Madhupatna, Cuttack-13, CTC-9438671178, BBSR-9290996347, Berhampur-9937098171 bbox=[1134, 1486, 1494, 1540]
ad-office-staff-body: Qualification 10th/+2/ Age(18-28), Salary upto 17000/-. Immediate bbox=[1137, 1125, 1307, 1141]
ad-office-staff-title: OFFICE STAFF'S bbox=[1135, 1109, 1311, 1123]
ad-hotel bbox=[1134, 1994, 1494, 2334]
